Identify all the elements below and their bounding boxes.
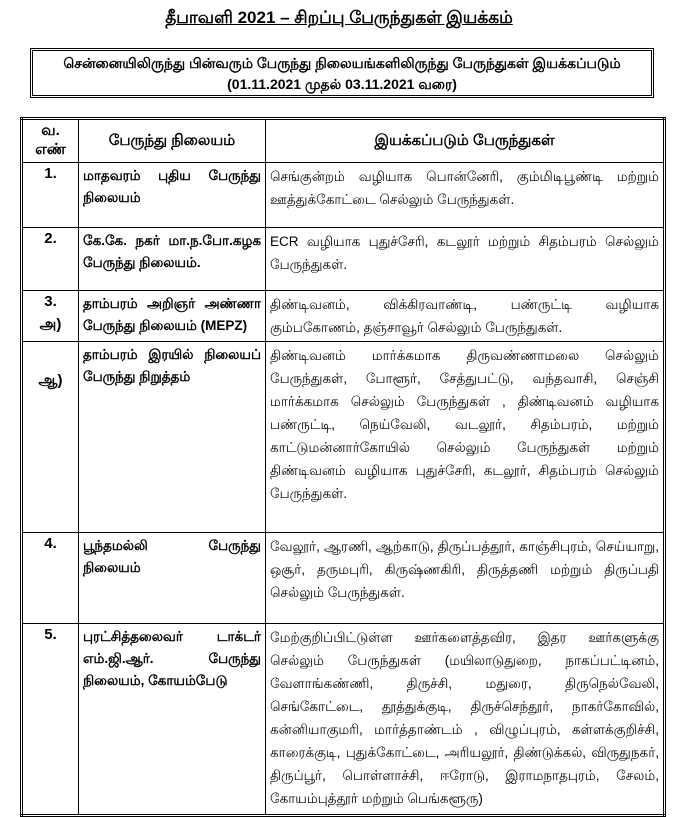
station-name: பூந்தமல்லி பேருந்து நிலையம் (79, 533, 266, 624)
table-header-row (22, 119, 665, 163)
bus-destinations: திண்டிவனம் மார்க்கமாக திருவண்ணாமலை செல்லும் பேருந்துகள், போளூர், சேத்துபட்டு, வந்தவாசி, செஞ்சி மார்க்கமாக செல்லும் பேருந்துகள் , திண்டிவனம் வழியாக பண்ருட்டி, நெய்வேலி, வடலூர், சிதம்பரம், மற்றும் காட்டுமன்னார்கோயில் செல்லும் பேருந்துகள் மற்றும் திண்டிவனம் வழியாக புதுச்சேரி, கடலூர், சிதம்பரம் செல்லும் பேருந்துகள். (266, 342, 665, 533)
row-number: 4. (22, 533, 79, 624)
table-row (22, 228, 665, 291)
row-number: 2. (22, 228, 79, 291)
notice-date-range: (01.11.2021 முதல் 03.11.2021 வரை) (227, 76, 457, 92)
notice-box (30, 48, 654, 98)
table-row (22, 163, 665, 228)
table-row (22, 342, 665, 533)
header-buses-operated: இயக்கப்படும் பேருந்துகள் (266, 119, 665, 163)
row-sub-label: ஆ) (38, 372, 63, 389)
bus-routes-table (20, 117, 666, 817)
table-row (22, 291, 665, 342)
bus-destinations: செங்குன்றம் வழியாக பொன்னேரி, கும்மிடிபூண்டி மற்றும் ஊத்துக்கோட்டை செல்லும் பேருந்துகள். (266, 163, 665, 228)
bus-destinations: ECR வழியாக புதுச்சேரி, கடலூர் மற்றும் சிதம்பரம் செல்லும் பேருந்துகள். (266, 228, 665, 291)
row-number: 1. (22, 163, 79, 228)
row-number (22, 342, 79, 533)
header-serial-no: வ. எண் (22, 119, 79, 163)
station-name: கே.கே. நகர் மா.ந.போ.கழக பேருந்து நிலையம். (79, 228, 266, 291)
notice-line-1: சென்னையிலிருந்து பின்வரும் பேருந்து நிலையங்களிலிருந்து பேருந்துகள் இயக்கப்படும் (63, 55, 621, 71)
station-name: தாம்பரம் அறிஞர் அண்ணா பேருந்து நிலையம் (MEPZ) (79, 291, 266, 342)
row-number (22, 291, 79, 342)
bus-destinations: மேற்குறிப்பிட்டுள்ள ஊர்களைத்தவிர, இதர ஊர்களுக்கு செல்லும் பேருந்துகள் (மயிலாடுதுறை, நாகப்பட்டினம், வேளாங்கண்ணி, திருச்சி, மதுரை, திருநெல்வேலி, செங்கோட்டை, தூத்துக்குடி, திருச்செந்தூர், நாகர்கோவில், கன்னியாகுமரி, மார்த்தாண்டம் , விழுப்புரம், கள்ளக்குறிச்சி, காரைக்குடி, புதுக்கோட்டை, அரியலூர், திண்டுக்கல், விருதுநகர், திருப்பூர், பொள்ளாச்சி, ஈரோடு, இராமநாதபுரம், சேலம், கோயம்புத்தூர் மற்றும் பெங்களூரு) (266, 624, 665, 816)
station-name: மாதவரம் புதிய பேருந்து நிலையம் (79, 163, 266, 228)
station-name: தாம்பரம் இரயில் நிலையப் பேருந்து நிறுத்தம் (79, 342, 266, 533)
bus-destinations: திண்டிவனம், விக்கிரவாண்டி, பண்ருட்டி வழியாக கும்பகோணம், தஞ்சாவூர் செல்லும் பேருந்துகள். (266, 291, 665, 342)
row-number-main: 3. (44, 293, 57, 310)
bus-destinations: வேலூர், ஆரணி, ஆற்காடு, திருப்பத்தூர், காஞ்சிபுரம், செய்யாறு, ஒசூர், தருமபுரி, கிருஷ்ணகிரி, திருத்தணி மற்றும் திருப்பதி செல்லும் பேருந்துகள். (266, 533, 665, 624)
row-number: 5. (22, 624, 79, 816)
station-name: புரட்சித்தலைவர் டாக்டர் எம்.ஜி.ஆர். பேருந்து நிலையம், கோயம்பேடு (79, 624, 266, 816)
table-row (22, 533, 665, 624)
document-title: தீபாவளி 2021 – சிறப்பு பேருந்துகள் இயக்கம் (165, 8, 513, 27)
header-bus-station: பேருந்து நிலையம் (79, 119, 266, 163)
row-sub-label: அ) (39, 316, 62, 333)
table-row (22, 624, 665, 816)
